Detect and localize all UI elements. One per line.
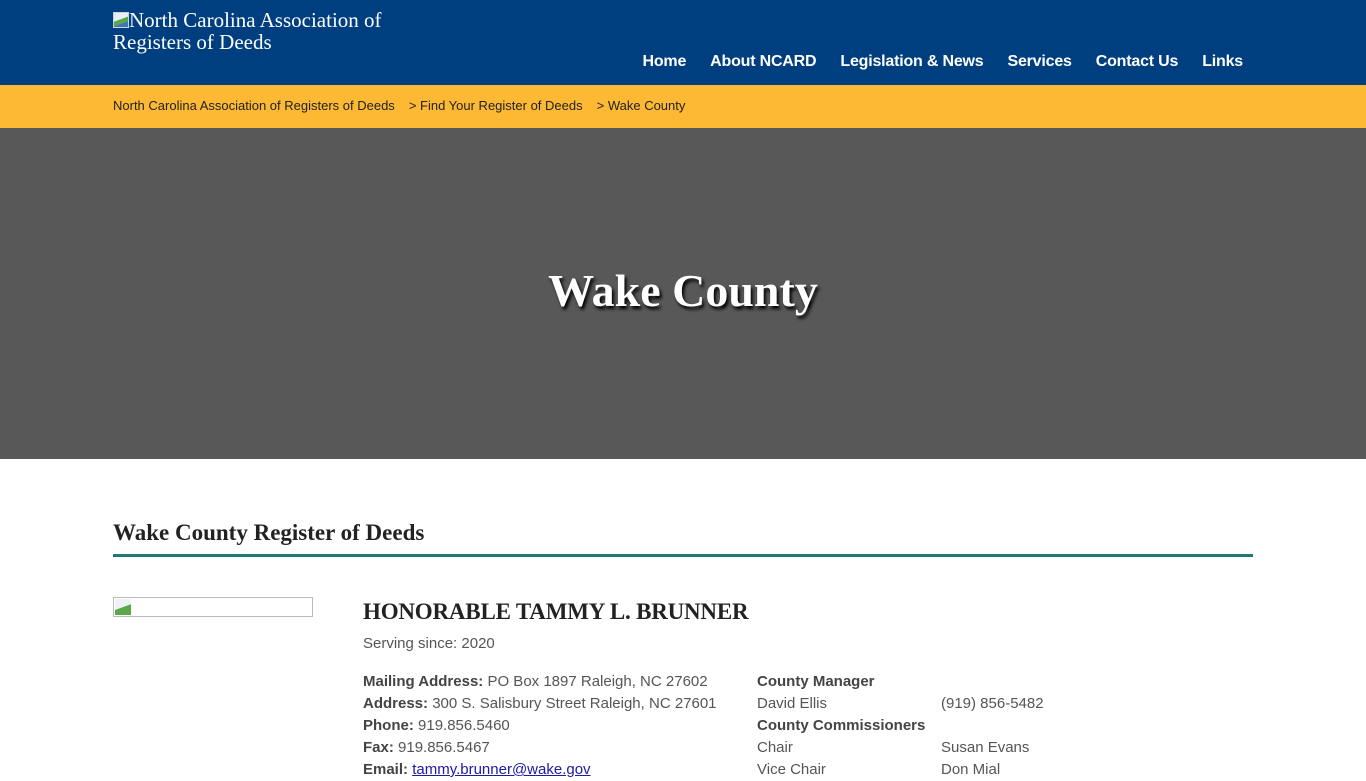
commissioner-row: Chair Susan Evans — [757, 739, 1030, 756]
breadcrumb-bar — [0, 85, 1366, 128]
nav-contact-us[interactable]: Contact Us — [1095, 53, 1179, 70]
register-name: HONORABLE TAMMY L. BRUNNER — [363, 599, 749, 624]
breadcrumb-home[interactable]: North Carolina Association of Registers of Deeds — [113, 98, 395, 113]
county-manager-heading: County Manager — [757, 673, 875, 690]
broken-image-icon — [115, 599, 131, 615]
contact-info — [363, 671, 717, 781]
nav-about-ncard[interactable]: About NCARD — [710, 53, 817, 70]
site-logo[interactable] — [113, 9, 413, 53]
site-header — [0, 0, 1366, 85]
breadcrumb — [113, 98, 685, 113]
serving-since: Serving since: 2020 — [363, 635, 495, 652]
email-link[interactable]: tammy.brunner@wake.gov — [412, 761, 591, 778]
commissioner-row: Vice Chair Don Mial — [757, 761, 1001, 778]
hero-banner — [0, 128, 1366, 459]
email: Email: tammy.brunner@wake.gov — [363, 761, 591, 778]
nav-home[interactable]: Home — [642, 53, 687, 70]
register-photo — [113, 597, 313, 617]
breadcrumb-find-register[interactable]: > Find Your Register of Deeds — [408, 98, 583, 113]
street-address: Address: 300 S. Salisbury Street Raleigh, NC 27601 — [363, 695, 717, 712]
nav-services[interactable]: Services — [1007, 53, 1072, 70]
breadcrumb-current: > Wake County — [596, 98, 686, 113]
broken-image-icon — [113, 12, 129, 28]
nav-links[interactable]: Links — [1202, 53, 1243, 70]
logo-alt-text: North Carolina Association of Registers of Deeds — [113, 8, 382, 54]
county-officials — [757, 671, 1077, 781]
county-manager-row: David Ellis (919) 856-5482 — [757, 695, 1044, 712]
section-title: Wake County Register of Deeds — [113, 520, 1253, 557]
mailing-address: Mailing Address: PO Box 1897 Raleigh, NC 27602 — [363, 673, 708, 690]
page-title: Wake County — [548, 265, 818, 316]
commissioners-heading: County Commissioners — [757, 717, 926, 734]
fax: Fax: 919.856.5467 — [363, 739, 490, 756]
nav-legislation-news[interactable]: Legislation & News — [840, 53, 984, 70]
main-nav — [618, 53, 1243, 71]
phone: Phone: 919.856.5460 — [363, 717, 510, 734]
